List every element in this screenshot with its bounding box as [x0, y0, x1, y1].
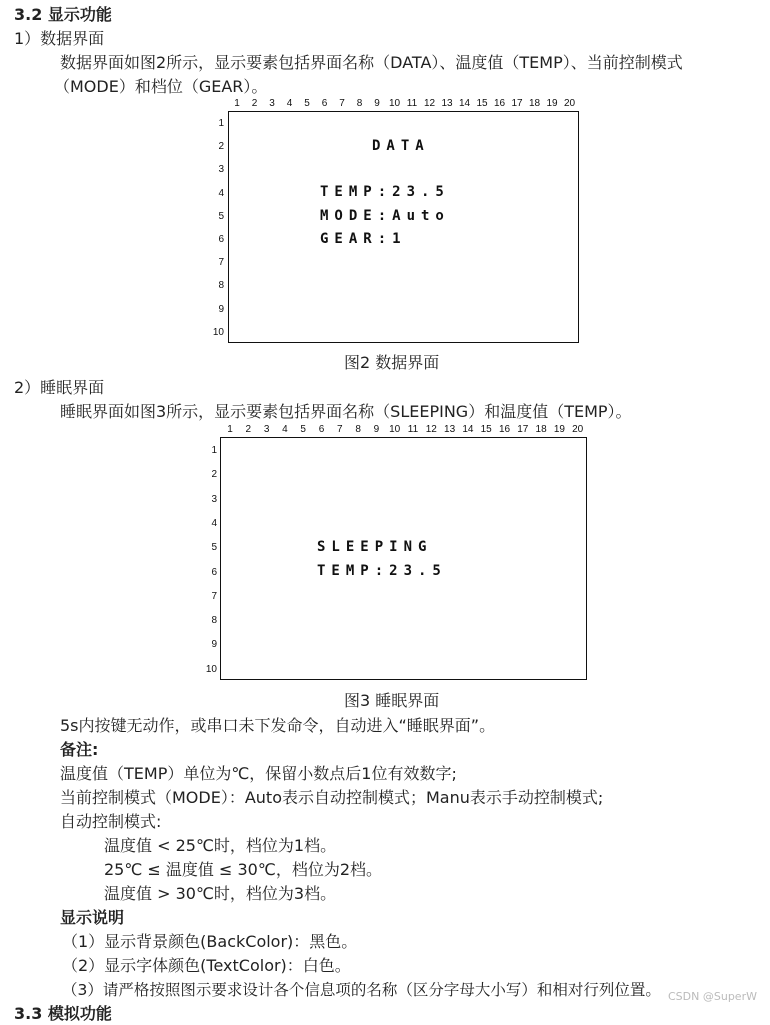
row-tick: 8 [211, 615, 217, 627]
display-title: 显示说明 [60, 908, 125, 927]
column-tick: 13 [441, 98, 453, 109]
column-tick: 8 [356, 98, 363, 109]
fig3-temp-text: TEMP:23.5 [317, 563, 447, 579]
column-tick: 7 [337, 424, 343, 435]
fig3-title-text: SLEEPING [317, 539, 433, 555]
row-tick: 6 [218, 234, 224, 245]
row-tick: 5 [218, 210, 224, 222]
column-tick: 10 [389, 424, 401, 435]
data-desc-line1: 数据界面如图2所示，显示要素包括界面名称（DATA）、温度值（TEMP）、当前控制模式 [60, 53, 683, 72]
column-tick: 16 [493, 98, 506, 109]
column-tick: 20 [572, 424, 584, 435]
note-mode: 当前控制模式（MODE）：Auto表示自动控制模式；Manu表示手动控制模式; [60, 788, 604, 807]
row-tick: 2 [218, 141, 224, 153]
row-tick: 9 [218, 303, 224, 315]
column-tick: 2 [251, 98, 258, 109]
row-tick: 1 [211, 445, 217, 456]
column-tick: 15 [476, 98, 488, 109]
column-tick: 3 [269, 98, 275, 109]
column-tick: 3 [263, 424, 270, 435]
column-tick: 1 [234, 98, 240, 109]
column-tick: 15 [480, 424, 492, 435]
column-tick: 19 [553, 424, 565, 435]
column-tick: 19 [546, 98, 558, 109]
column-tick: 9 [373, 424, 380, 435]
fig2-temp-text: TEMP:23.5 [320, 184, 450, 200]
note-auto: 自动控制模式: [60, 812, 162, 831]
row-tick: 8 [218, 280, 224, 292]
row-tick: 3 [211, 493, 217, 505]
column-tick: 6 [321, 98, 328, 109]
row-tick: 1 [218, 118, 224, 129]
display-item-2: （2）显示字体颜色(TextColor)：白色。 [62, 956, 351, 975]
row-tick: 7 [211, 590, 217, 602]
column-tick: 7 [339, 98, 345, 109]
column-tick: 8 [355, 424, 361, 435]
data-desc-line2: （MODE）和档位（GEAR）。 [54, 77, 268, 96]
section-title: 3.2 显示功能 [14, 5, 112, 24]
column-tick: 12 [425, 424, 437, 435]
column-tick: 20 [563, 98, 576, 109]
column-tick: 13 [444, 424, 456, 435]
column-tick: 18 [528, 98, 541, 109]
next-section-partial: 3.3 模拟功能 [14, 1004, 112, 1023]
note-title: 备注: [60, 740, 99, 759]
column-tick: 18 [535, 424, 547, 435]
column-tick: 17 [517, 424, 529, 435]
row-tick: 6 [211, 566, 217, 578]
column-tick: 11 [406, 98, 418, 109]
display-item-3: （3）请严格按照图示要求设计各个信息项的名称（区分字母大小写）和相对行列位置。 [62, 981, 661, 999]
column-tick: 2 [245, 424, 252, 435]
column-tick: 14 [458, 98, 471, 109]
fig2-mode-text: MODE:Auto [320, 208, 450, 224]
column-tick: 4 [282, 424, 288, 435]
row-tick: 10 [212, 326, 224, 338]
row-tick: 10 [205, 663, 217, 675]
row-tick: 2 [211, 469, 217, 481]
column-tick: 1 [227, 424, 233, 435]
fig3-caption: 图3 睡眠界面 [344, 691, 440, 710]
display-item-1: （1）显示背景颜色(BackColor)：黑色。 [62, 932, 358, 951]
sleep-rule: 5s内按键无动作，或串口未下发命令，自动进入“睡眠界面”。 [60, 716, 496, 735]
column-tick: 10 [388, 98, 401, 109]
column-tick: 5 [304, 98, 310, 109]
row-tick: 5 [211, 542, 217, 554]
note-gear2: 25℃ ≤ 温度值 ≤ 30℃，档位为2档。 [104, 860, 382, 879]
column-tick: 4 [286, 98, 293, 109]
note-gear1: 温度值 < 25℃时，档位为1档。 [104, 836, 337, 855]
column-tick: 11 [407, 424, 419, 435]
note-temp: 温度值（TEMP）单位为℃，保留小数点后1位有效数字; [60, 764, 457, 783]
sleep-desc: 睡眠界面如图3所示，显示要素包括界面名称（SLEEPING）和温度值（TEMP）。 [60, 402, 632, 421]
row-tick: 7 [218, 257, 224, 269]
column-tick: 17 [511, 98, 523, 109]
fig2-gear-text: GEAR:1 [320, 231, 407, 247]
column-tick: 16 [498, 424, 511, 435]
subsection-data-title: 1）数据界面 [14, 29, 105, 48]
subsection-sleep-title: 2）睡眠界面 [14, 378, 105, 397]
row-tick: 3 [218, 164, 224, 176]
column-tick: 9 [374, 98, 380, 109]
column-tick: 6 [318, 424, 325, 435]
fig2-caption: 图2 数据界面 [344, 353, 440, 372]
row-tick: 9 [211, 639, 217, 651]
fig3-screen-box [220, 437, 587, 680]
column-tick: 5 [300, 424, 306, 435]
row-tick: 4 [218, 187, 224, 199]
column-tick: 12 [423, 98, 436, 109]
row-tick: 4 [211, 517, 217, 529]
column-tick: 14 [462, 424, 474, 435]
watermark: CSDN @SuperW [668, 990, 757, 1003]
note-gear3: 温度值 > 30℃时，档位为3档。 [104, 884, 337, 903]
fig2-title-text: DATA [372, 138, 430, 154]
